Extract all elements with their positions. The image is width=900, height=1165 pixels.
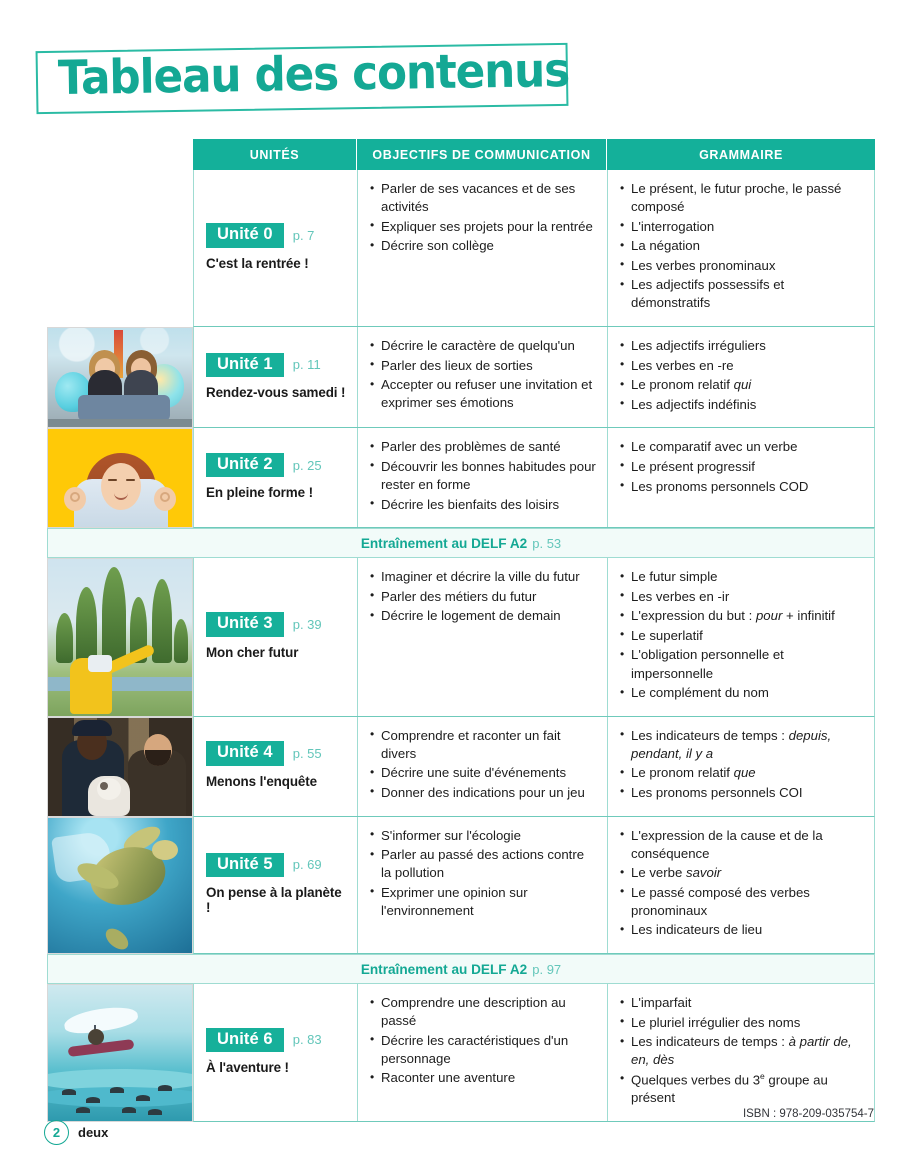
column-header-units: UNITÉS bbox=[193, 139, 357, 170]
isbn-text: ISBN : 978-209-035754-7 bbox=[742, 1108, 874, 1120]
list-item: • Décrire le logement de demain bbox=[370, 607, 597, 625]
list-item: • Décrire une suite d'événements bbox=[370, 764, 597, 782]
list-item: • Les verbes pronominaux bbox=[620, 257, 866, 275]
objectives-cell bbox=[358, 984, 608, 1121]
unit-page-ref[interactable]: p. 83 bbox=[292, 1032, 322, 1048]
list-item: • Les indicateurs de temps : depuis, pendant, il y a bbox=[620, 727, 866, 763]
list-item: • Découvrir les bonnes habitudes pour rester en forme bbox=[370, 458, 597, 494]
unit-cell bbox=[194, 428, 358, 527]
photo-detectives bbox=[48, 718, 192, 816]
unit-cell bbox=[194, 717, 358, 816]
list-item: • Quelques verbes du 3e groupe au présent bbox=[620, 1071, 866, 1108]
objectives-list bbox=[370, 568, 597, 625]
list-item: • Le pluriel irrégulier des noms bbox=[620, 1014, 866, 1032]
page-footer bbox=[44, 1120, 108, 1145]
unit-title: C'est la rentrée ! bbox=[206, 255, 309, 271]
unit-badge[interactable]: Unité 4 bbox=[206, 741, 284, 765]
list-item: • Le verbe savoir bbox=[620, 864, 866, 882]
grammar-list bbox=[620, 727, 866, 802]
list-item: • Imaginer et décrire la ville du futur bbox=[370, 568, 597, 586]
list-item: • Accepter ou refuser une invitation et exprimer ses émotions bbox=[370, 376, 597, 412]
list-item: • Le complément du nom bbox=[620, 684, 866, 702]
unit-cell bbox=[194, 984, 358, 1121]
objectives-cell bbox=[358, 327, 608, 427]
unit-photo bbox=[47, 717, 193, 817]
unit-photo bbox=[47, 428, 193, 528]
unit-photo bbox=[47, 984, 193, 1122]
grammar-cell bbox=[608, 428, 876, 527]
list-item: • Décrire le caractère de quelqu'un bbox=[370, 337, 597, 355]
unit-title: Mon cher futur bbox=[206, 644, 299, 660]
objectives-cell bbox=[358, 428, 608, 527]
delf-page-ref: p. 53 bbox=[532, 535, 562, 551]
unit-badge-line bbox=[206, 612, 347, 636]
grammar-cell bbox=[608, 327, 876, 427]
unit-cell bbox=[194, 170, 358, 326]
column-header-objectives: OBJECTIFS DE COMMUNICATION bbox=[357, 139, 607, 170]
unit-page-ref[interactable]: p. 7 bbox=[292, 228, 315, 244]
unit-badge-line bbox=[206, 223, 347, 247]
unit-badge[interactable]: Unité 3 bbox=[206, 612, 284, 636]
unit-page-ref[interactable]: p. 11 bbox=[292, 357, 321, 373]
list-item: • Les indicateurs de lieu bbox=[620, 921, 866, 939]
list-item: • Donner des indications pour un jeu bbox=[370, 784, 597, 802]
objectives-list bbox=[370, 827, 597, 920]
list-item: • Expliquer ses projets pour la rentrée bbox=[370, 218, 597, 236]
grammar-list bbox=[620, 994, 866, 1107]
unit-title: À l'aventure ! bbox=[206, 1060, 289, 1076]
list-item: • Les indicateurs de temps : à partir de, en, dès bbox=[620, 1033, 866, 1069]
list-item: • Les pronoms personnels COD bbox=[620, 478, 866, 496]
list-item: • Décrire son collège bbox=[370, 237, 597, 255]
unit-page-ref[interactable]: p. 69 bbox=[292, 857, 322, 873]
list-item: • Parler des métiers du futur bbox=[370, 588, 597, 606]
list-item: • Les adjectifs indéfinis bbox=[620, 396, 866, 414]
list-item: • L'expression de la cause et de la conséquence bbox=[620, 827, 866, 863]
table-row bbox=[193, 170, 875, 327]
unit-cell bbox=[194, 327, 358, 427]
list-item: • Raconter une aventure bbox=[370, 1069, 597, 1087]
grammar-list bbox=[620, 337, 866, 414]
list-item: • Le présent progressif bbox=[620, 458, 866, 476]
unit-badge[interactable]: Unité 6 bbox=[206, 1028, 284, 1052]
objectives-list bbox=[370, 438, 597, 513]
objectives-list bbox=[370, 994, 597, 1087]
unit-title: On pense à la planète ! bbox=[206, 884, 342, 915]
list-item: • Comprendre une description au passé bbox=[370, 994, 597, 1030]
unit-badge-line bbox=[206, 741, 347, 765]
list-item: • Le comparatif avec un verbe bbox=[620, 438, 866, 456]
grammar-list bbox=[620, 180, 866, 313]
grammar-cell bbox=[608, 558, 876, 716]
photo-turtle bbox=[48, 818, 192, 953]
unit-photo bbox=[47, 327, 193, 428]
table-row bbox=[193, 817, 875, 954]
grammar-list bbox=[620, 827, 866, 940]
photo-green-city bbox=[48, 559, 192, 716]
list-item: • L'imparfait bbox=[620, 994, 866, 1012]
list-item: • Les verbes en -re bbox=[620, 357, 866, 375]
objectives-list bbox=[370, 337, 597, 412]
photo-yellow-ok bbox=[48, 429, 192, 527]
grammar-list bbox=[620, 568, 866, 702]
page-number-badge: 2 bbox=[44, 1120, 69, 1145]
list-item: • Parler des lieux de sorties bbox=[370, 357, 597, 375]
unit-badge[interactable]: Unité 1 bbox=[206, 353, 284, 377]
list-item: • Le pronom relatif que bbox=[620, 764, 866, 782]
list-item: • Les pronoms personnels COI bbox=[620, 784, 866, 802]
list-item: • Parler de ses vacances et de ses activités bbox=[370, 180, 597, 216]
column-header-grammar: GRAMMAIRE bbox=[699, 147, 783, 162]
table-header-row bbox=[193, 139, 875, 170]
unit-title: Menons l'enquête bbox=[206, 773, 317, 789]
table-row bbox=[193, 327, 875, 428]
list-item: • Décrire les caractéristiques d'un personnage bbox=[370, 1032, 597, 1068]
photo-adventure bbox=[48, 985, 192, 1121]
grammar-cell bbox=[608, 170, 876, 326]
list-item: • Le pronom relatif qui bbox=[620, 376, 866, 394]
delf-band[interactable] bbox=[47, 528, 875, 558]
list-item: • L'expression du but : pour + infinitif bbox=[620, 607, 866, 625]
page-title-block bbox=[36, 42, 570, 110]
unit-cell bbox=[194, 817, 358, 953]
list-item: • L'interrogation bbox=[620, 218, 866, 236]
list-item: • Parler des problèmes de santé bbox=[370, 438, 597, 456]
unit-title: Rendez-vous samedi ! bbox=[206, 384, 346, 400]
objectives-cell bbox=[358, 717, 608, 816]
table-row bbox=[193, 428, 875, 528]
photo-funfair bbox=[48, 328, 192, 427]
unit-badge[interactable]: Unité 0 bbox=[206, 223, 284, 247]
delf-band[interactable] bbox=[47, 954, 875, 984]
objectives-list bbox=[370, 727, 597, 802]
delf-label: Entraînement au DELF A2 bbox=[360, 535, 528, 551]
unit-photo bbox=[47, 817, 193, 954]
objectives-cell bbox=[358, 817, 608, 953]
unit-badge[interactable]: Unité 5 bbox=[206, 853, 284, 877]
table-row bbox=[193, 558, 875, 717]
unit-page-ref[interactable]: p. 39 bbox=[292, 616, 322, 632]
table-row bbox=[193, 984, 875, 1122]
list-item: • Le présent, le futur proche, le passé composé bbox=[620, 180, 866, 216]
grammar-cell bbox=[608, 817, 876, 953]
list-item: • S'informer sur l'écologie bbox=[370, 827, 597, 845]
unit-badge-line bbox=[206, 353, 347, 377]
unit-badge-line bbox=[206, 1028, 347, 1052]
list-item: • L'obligation personnelle et impersonnelle bbox=[620, 646, 866, 682]
list-item: • Les verbes en -ir bbox=[620, 588, 866, 606]
list-item: • Comprendre et raconter un fait divers bbox=[370, 727, 597, 763]
unit-page-ref[interactable]: p. 55 bbox=[292, 746, 322, 762]
unit-badge-line bbox=[206, 853, 347, 877]
grammar-cell bbox=[608, 984, 876, 1121]
objectives-list bbox=[370, 180, 597, 255]
unit-cell bbox=[194, 558, 358, 716]
list-item: • Le futur simple bbox=[620, 568, 866, 586]
unit-badge[interactable]: Unité 2 bbox=[206, 453, 284, 477]
list-item: • La négation bbox=[620, 237, 866, 255]
delf-label: Entraînement au DELF A2 bbox=[360, 961, 528, 977]
objectives-cell bbox=[358, 558, 608, 716]
list-item: • Les adjectifs possessifs et démonstratifs bbox=[620, 276, 866, 312]
list-item: • Décrire les bienfaits des loisirs bbox=[370, 496, 597, 514]
unit-title: En pleine forme ! bbox=[206, 485, 313, 501]
list-item: • Exprimer une opinion sur l'environnement bbox=[370, 884, 597, 920]
unit-photo bbox=[47, 558, 193, 717]
unit-page-ref[interactable]: p. 25 bbox=[292, 457, 322, 473]
list-item: • Les adjectifs irréguliers bbox=[620, 337, 866, 355]
grammar-list bbox=[620, 438, 866, 495]
page-number-word: deux bbox=[78, 1125, 109, 1140]
page-title: Tableau des contenus bbox=[57, 42, 570, 106]
list-item: • Le passé composé des verbes pronominaux bbox=[620, 884, 866, 920]
list-item: • Parler au passé des actions contre la pollution bbox=[370, 846, 597, 882]
objectives-cell bbox=[358, 170, 608, 326]
list-item: • Le superlatif bbox=[620, 627, 866, 645]
table-row bbox=[193, 717, 875, 817]
unit-badge-line bbox=[206, 453, 347, 477]
grammar-cell bbox=[608, 717, 876, 816]
delf-page-ref: p. 97 bbox=[532, 961, 562, 977]
